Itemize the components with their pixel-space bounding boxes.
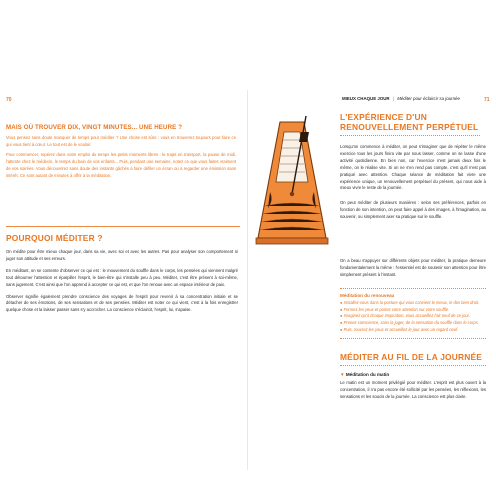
method-step: ● Fermez les yeux et portez votre attention sur votre souffle. <box>340 306 450 312</box>
foundation-paragraph-block <box>340 258 486 279</box>
body-paragraph: On a beau s'appuyer sur différents objets pour méditer, la pratique demeure fondamentalement la même : l'essentiel est de soutenir son attention pour être simplement présent à l'instant. <box>340 258 486 277</box>
intro-paragraph: Vous pensez sans doute manquer de temps pour méditer ? Une chose est sûre : vous en trouverez toujours pour faire ce qui vous tient à cœur. Le tout est de le vouloir. <box>6 135 236 147</box>
section-title: MAIS OÙ TROUVER DIX, VINGT MINUTES... UNE HEURE ? <box>6 124 183 131</box>
method-step: ● Installez-vous dans la posture qui vous convient le mieux, le dos bien droit. <box>340 300 480 305</box>
right-page <box>252 0 492 496</box>
running-head <box>342 96 460 101</box>
meditation-method-box <box>340 288 486 339</box>
method-step: ● Prenez conscience, sans la juger, de la sensation du souffle dans le corps. <box>340 320 479 326</box>
body-paragraph: Lorsqu'on commence à méditer, on peut s'imaginer que de répéter le même exercice tous les jours finira vite par nous lasser, comme on se lasse d'une activité quotidienne. En bien non, car l'exercice n'est jamais deux fois le même, on le réalise vite. Si on ne s'en rend pas compte, c'est qu'il n'est pas pratiqué avec attention. Chaque séance de méditation fait vivre une expérience unique, un renouvellement perpétuel du présent, qui nous aide à mieux vivre le reste de la journée. <box>340 144 486 191</box>
box-bottom-rule <box>340 338 486 339</box>
section-perpetual-renewal <box>340 112 486 221</box>
section-title: L'EXPÉRIENCE D'UN RENOUVELLEMENT PERPÉTUEL <box>340 112 479 132</box>
body-paragraph: En méditant, on se contente d'observer ce qui est : le mouvement du souffle dans le corps, les pensées qui viennent malgré tout détourner l'attention et éparpiller l'esprit, le bien-être qui s'installe peu à peu. Méditer, c'est être présent à soi-même, sans jugement. C'est ainsi que l'on apprend à accepter ce qui est, et que l'on renoue avec un espace intérieur de paix. <box>6 267 238 287</box>
method-step: ● Puis, rouvrez les yeux et accueillez le jour avec un regard neuf. <box>340 326 459 332</box>
body-paragraph: Observer signifie également prendre conscience des voyages de l'esprit pour revenir à sa concentration initiale et se détacher de ses émotions, de ses sensations et de ses pensées. Méditer est noter ce qui vient, c'est à la fois enregistrer quelque chose et la laisser passer sans s'y accrocher. La conscience s'éclaircit, l'esprit, lui, s'apaise. <box>6 293 238 313</box>
section-divider <box>6 226 240 227</box>
page-number-right: 71 <box>484 97 490 103</box>
body-paragraph: Le matin est un moment privilégié pour méditer. L'esprit est plus ouvert à la concentration, il n'a pas encore été sollicité par les pensées, les réflexions, les sensations et les soucis de la journée. La conscience est plus claire. <box>340 380 486 399</box>
running-head-subtitle: Méditer pour éclaircir sa journée <box>397 96 460 101</box>
section-through-the-day <box>340 352 486 401</box>
running-head-title: MIEUX CHAQUE JOUR <box>342 96 390 101</box>
body-paragraph: On peut méditer de plusieurs manières : selon ses préférences, parfois en fonction de son intention, on peut faire appel à des images, à l'imagination, au souvenir, ou simplement axer sa pratique sur le souffle. <box>340 200 486 220</box>
section-where-find-time <box>6 124 236 179</box>
metronome-illustration <box>252 110 334 248</box>
title-underline <box>340 365 486 366</box>
section-title: POURQUOI MÉDITER ? <box>6 233 103 243</box>
box-top-rule <box>340 288 486 289</box>
title-underline <box>340 135 480 136</box>
subsection-title: ▼ Méditation du matin <box>340 372 390 377</box>
left-page <box>4 0 244 496</box>
method-title: Méditation du renouveau <box>340 293 395 298</box>
section-title: MÉDITER AU FIL DE LA JOURNÉE <box>340 352 483 362</box>
section-why-meditate <box>6 233 238 314</box>
method-step: ● Imaginez qu'à chaque inspiration, vous accueillez l'air neuf de ce jour. <box>340 313 470 319</box>
body-paragraph: On médite pour être mieux chaque jour, dans sa vie, avec soi et avec les autres. Pas pour analyser son comportement ni juger son attitude et ses erreurs. <box>6 249 238 261</box>
page-number-left: 70 <box>6 97 12 103</box>
metronome-icon <box>252 110 334 248</box>
running-head-separator: | <box>392 96 394 101</box>
body-paragraph: Pour commencer, repérez dans votre emploi du temps les petits moments libres : le trajet en transport, la pause de midi, l'attente chez le médecin, le temps du bain de vos enfants... Puis, pendant une semaine, notez ce que vous faites vraiment de vos soirées. Vous découvrirez sans doute des instants gâchés à faire défiler un écran ou à regarder une émission sans intérêt. Ce sont autant de minutes à offrir à la méditation. <box>6 151 236 178</box>
page-gutter <box>247 90 248 470</box>
